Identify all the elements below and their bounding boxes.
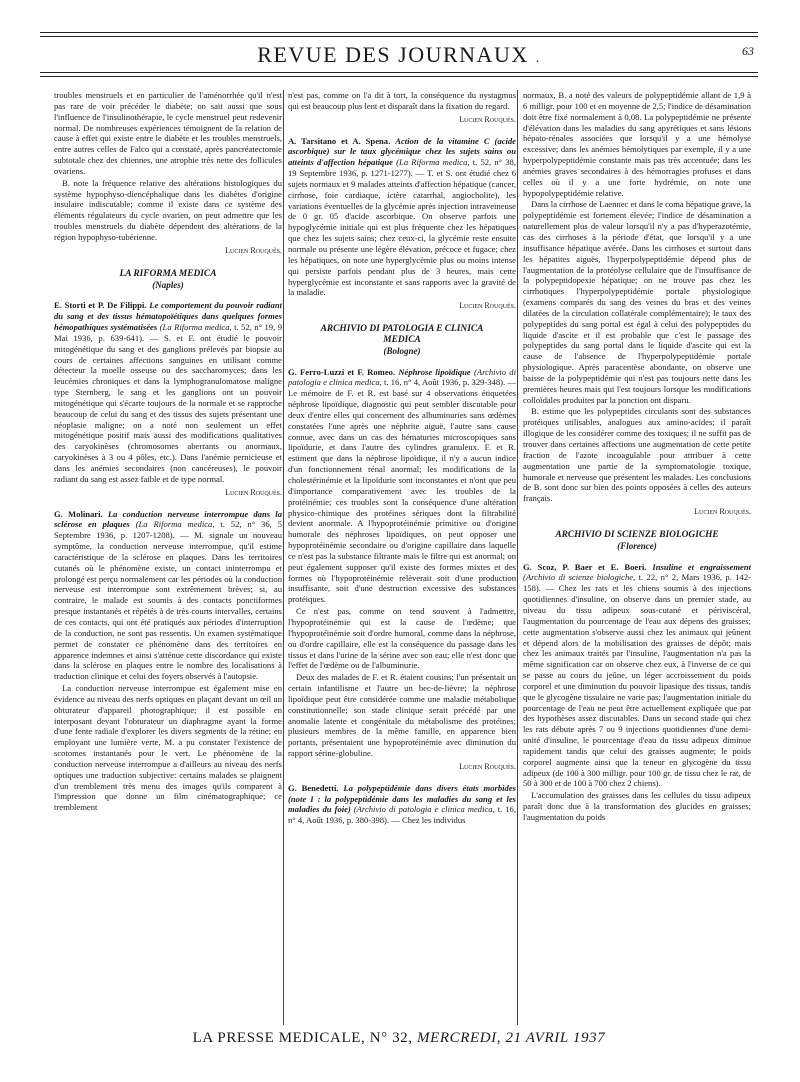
header-rule-thin xyxy=(40,76,758,77)
article-source: (Archivio di scienze biologiche, xyxy=(523,572,636,583)
page-footer xyxy=(40,1030,758,1047)
top-rule xyxy=(40,32,758,33)
article-tarsitano xyxy=(288,136,516,313)
article-reference: t. 52, n° 19, 9 Mai 1936, p. 639-641). xyxy=(54,322,282,343)
article-authors: G. Scoz, P. Baer et E. Boeri. xyxy=(523,561,647,572)
article-title: Action de la vitamine C (acide ascorbique) sur le taux glycémique chez les sujets sains ou atteints d'affection hépatique xyxy=(288,135,516,168)
article-storti xyxy=(54,300,282,498)
author-signature: Lucien Rouquès. xyxy=(225,245,282,255)
paragraph: Dans la cirrhose de Laennec et dans le coma hépatique grave, la polypeptidémie est fortement élevée; l'indice de désamination a naturellement plus de valeur lorsqu'il n'y a pas d'hyperazotémie, cas des cirrhoses à la période d'état, que lorsqu'il y a une insuffisance hépatique avérée. Dans les cirrhoses et surtout dans les hépatites aiguës, l'hyperpolypeptidémie dépend plus de l'augmentation de la protéolyse cellulaire que de l'insuffisance de la polypeptidopexie hépatique; on ne trouve pas chez les cirrhotiques l'hyperpolypeptidémie portale physiologique (examens comparés du sang des veines du bras et des veines dilatées de la circulation collatérale complémentaire); le taux des polypeptides du sang portal est égal à celui des polypeptides du liquide d'ascite et il est probable que c'est le passage des polypeptides du sang portal dans le liquide d'ascite qui est la cause de l'absence de l'hyperpolypeptidémie portale physiologique. Après paracentèse abondante, on observe une baisse de la polypeptidémie qui n'est pas toujours nette dans les premières heures mais qui l'est toujours lorsque les modifications colloïdales produites par la ponction ont disparu. xyxy=(523,199,751,405)
article-title: Néphrose lipoïdique xyxy=(398,366,471,377)
article-body: — Chez les rats et les chiens soumis à des injections quotidiennes d'insuline, on observe dans un premier stade, au niveau du tissu adipeux sous-cutané et périviscéral, l'augmentation du pourcentage de l'eau aux dépens des graisses; cette augmentation s'observe aussi chez les animaux qui jeûnent et dépend alors de la mobilisation des graisses de dépôt; mais chez les animaux traités par l'insuline, l'augmentation n'a pas la même signification car on observe chez eux, à l'inverse de ce qui se passe au cours du jeûne, un léger accroissement du poids corporel et une diminution du pouvoir lipasique des tissus, tandis que le glycogène tissulaire ne varie pas; l'augmentation initiale du pourcentage de l'eau ne peut être actuellement expliquée que par des hypothèses assez discutables. Dans un second stade qui chez les rats débute après 7 ou 9 injections quotidiennes d'une demi-unité d'insuline, le pourcentage d'eau du tissu adipeux diminue rapidement tandis que celui des graisses augmente; le poids corporel augmente ainsi que la teneur en glycogène du tissu adipeux (de 100 à 300 milligr. pour 100 gr. de tissu chez le rat, de 50 à 300 et de 100 à 700 chez 2 chiens). xyxy=(523,583,751,789)
journal-title xyxy=(40,42,758,68)
section-subtitle: (Bologne) xyxy=(383,345,421,356)
article-body: — S. et F. ont étudié le pouvoir mitogénétique du sang et des ganglions prélevés par biopsie au cours de certaines affections sanguines en utilisant comme détecteur la moelle osseuse ou des saccharomyces; dans les leucémies chroniques et dans la lymphogranulomatose maligne type Sternberg, le sang et les ganglions ont un pouvoir mitogénétique qui s'écarte toujours de la normale et se rapproche beaucoup de celui du sang et des tissus des sujets présentant une néoplasie maligne; on a noté non seulement un effet mitogénétique positif mais aussi des modifications qualitatives des caryokinèses (chromosomes aberrants ou anormaux, caryokinèses à 3 ou 4 pôles, etc.). Dans l'anémie pernicieuse et dans les anémies secondaires (non cancéreuses), le pouvoir radiant du sang est assez faible et de type normal. xyxy=(54,332,282,484)
section-title: LA RIFORMA MEDICA xyxy=(119,268,217,279)
paragraph: Ce n'est pas, comme on tend souvent à l'admettre, l'hypoprotéinémie qui est la cause de l'œdème; que l'hypoprotéinémie soit d'ordre humoral, comme dans la néphrose, ou d'ordre capillaire, elle est la conséquence du passage dans les tissus et dans l'urine de la sérine avec son eau; elle n'est donc que l'effet de l'œdème ou de l'albuminurie. xyxy=(288,606,516,671)
paragraph: Deux des malades de F. et R. étaient cousins; l'un présentait un certain infantilisme et l'autre un bec-de-lièvre; la néphrose lipoïdique peut être considérée comme une maladie métabolique constitutionnelle; son stade clinique serait précédé par une anomalie latente et congénitale du métabolisme des protéines; plusieurs membres de la même famille, en apparence bien portants, présentaient une hypoprotéinémie avec diminution du rapport sérine-globuline. xyxy=(288,672,516,759)
column-2 xyxy=(288,90,516,1025)
article-body: — M. signale un nouveau symptôme, la conduction nerveuse interrompue, qu'il estime caractéristique de la sclérose en plaques. Dans les territoires cutanés où le phénomène existe, un contact ininterrompu et prolongé est perçu normalement car les périodes où la conduction nerveuse est interrompue sont extrêmement brèves; si, au contraire, le malade est soumis à des contacts ponctiformes presque instantanés et répétés à de très courts intervalles, certains de ces contacts, qui ont été pratiqués aux périodes d'interruption de la conduction, ne sont pas ressentis. Un examen systématique permet de constater ce phénomène dans des territoires en apparence indemnes et ainsi s'atténue cette discordance qui existe dans la sclérose en plaques entre le nombre des localisations à traduction clinique et celui des foyers observés à l'autopsie. xyxy=(54,530,282,682)
article-authors: E. Storti et P. De Filippi. xyxy=(54,300,147,311)
article-molinari xyxy=(54,509,282,814)
column-1 xyxy=(54,90,282,1025)
article-authors: A. Tarsitano et A. Spena. xyxy=(288,135,391,146)
article-title: Le comportement du pouvoir radiant du sang et des tissus hématopoïétiques dans quelques formes hémopathiques systématisées xyxy=(54,300,282,333)
article-reference: t. 52, n° 38, 19 Septembre 1936, p. 1271-1277). xyxy=(288,157,516,179)
paragraph: normaux, B. a noté des valeurs de polypeptidémie allant de 1,9 à 6 milligr. pour 100 et en moyenne de 2,5; l'indice de désamination doit être fixé normalement à 0,08. La polypeptidémie ne présente d'élévation dans les maladies du sang apyrétiques et sans lésions hépato-rénales associées que lorsqu'il y a une hémolyse excessive; dans les anémies hémolytiques par exemple, il y a une hyperpolypeptidémie constante mais pas très accentuée; dans les anémies graves secondaires à des hémorragies profuses et dans celles où il y a une forte hydrémie, on note une hypopolypeptidémie relative. xyxy=(523,90,751,198)
article-reference: t. 16, n° 4, Août 1936, p. 329-348). xyxy=(384,377,506,388)
article-title: La conduction nerveuse interrompue dans la sclérose en plaques xyxy=(54,508,282,530)
page-number: 63 xyxy=(742,44,754,58)
article-title: La polypeptidémie dans divers états morbides (note I : la polypeptidémie dans les maladies du sang et les maladies du foie) xyxy=(288,782,516,815)
paragraph: B. note la fréquence relative des altérations histologiques du système hypophyso-diencéphalique dans les diabètes d'origine insulaire indiscutable; comme il existe dans ce système des éléments régulateurs du cycle ovarien, on peut admettre que les troubles menstruels du diabète dépendent des altérations de la région hypophyso-tubérienne. xyxy=(54,177,282,242)
top-rule-thin xyxy=(40,36,758,37)
paragraph: troubles menstruels et en particulier de l'aménorrhée qu'il n'est pas rare de voir précéder le diabète; on sait aussi que sous l'influence de l'insulinothérapie, le cycle menstruel peut redevenir normal. De nombreuses expériences témoignent de la relation de cause à effet qui existe entre le diabète et les troubles menstruels, entre autres celles de Falco qui a constaté, après pancréatectomie subtotale chez des chiennes, une atrophie très nette des follicules ovariens. xyxy=(54,90,282,176)
article-source: (Archivio di patologia e clinica medica, xyxy=(288,366,516,388)
footer-date: MERCREDI, 21 AVRIL 1937 xyxy=(417,1030,606,1046)
article-source: (La Riforma medica, xyxy=(135,519,215,530)
column-separator-1 xyxy=(283,90,284,1025)
author-signature: Lucien Rouquès. xyxy=(459,301,516,311)
page-header xyxy=(40,38,758,68)
footer-journal: LA PRESSE MEDICALE, xyxy=(192,1030,366,1046)
article-authors: G. Ferro-Luzzi et F. Romeo. xyxy=(288,366,396,377)
section-title: ARCHIVIO DI SCIENZE BIOLOGICHE xyxy=(555,529,719,540)
header-rule xyxy=(40,72,758,73)
article-authors: G. Molinari. xyxy=(54,508,103,519)
header-dot: . xyxy=(535,51,541,66)
paragraph: L'accumulation des graisses dans les cellules du tissu adipeux paraît donc due à la transformation des glucides en graisses; l'augmentation du poids xyxy=(523,790,751,822)
article-source: (La Riforma medica, xyxy=(396,157,470,168)
column-separator-2 xyxy=(517,90,518,1025)
author-signature: Lucien Rouquès. xyxy=(459,761,516,771)
footer-issue: N° 32, xyxy=(369,1030,413,1046)
article-source: (Archivio di patologia e clinica medica, xyxy=(353,804,495,815)
author-signature: Lucien Rouquès. xyxy=(459,114,516,124)
article-body: — T. et S. ont étudié chez 6 sujets normaux et 9 malades atteints d'affection hépatique (cancer, cirrhose, foie cardiaque, ictère catarrhal, angiocholite), les variations éventuelles de la glycémie après injection intraveineuse de 0 gr. 05 d'acide ascorbique. On observe parfois une hypoglycémie initiale qui est plus fréquente chez les hépatiques que chez les sujets sains; chez ceux-ci, la glycémie reste ensuite normale ou présente une légère élévation, précoce et fugace; chez les hépatiques, on note une hyperglycémie plus ou moins intense qui persiste parfois pendant plus de 3 heures, mais cette hyperglycémie est inconstante et sans rapports avec la gravité de la maladie. xyxy=(288,168,516,298)
article-scoz xyxy=(523,562,751,823)
journal-title-text: REVUE DES JOURNAUX xyxy=(257,42,529,67)
section-subtitle: (Florence) xyxy=(617,540,657,551)
article-body: — Chez les individus xyxy=(391,815,466,826)
article-reference: t. 16, n° 4, Août 1936, p. 380-398). xyxy=(288,804,516,826)
article-authors: G. Benedetti. xyxy=(288,782,339,793)
article-body: — Le mémoire de F. et R. est basé sur 4 observations étiquetées néphrose lipoïdique, diagnostic qui peut sembler discutable pour deux d'entre elles qui concernent des albuminuries sans œdèmes constatées l'une après une néphrite aiguë, l'autre sans cause connue, avec dans un cas des hématuries microscopiques sans lipoïdurie, et dans l'autre des cylindres granuleux. F. et R. estiment que dans la néphrose lipoïdique, il n'y a aucun indice d'un fonctionnement rénal anormal; les modifications de la cholestérinémie et la lipoïdurie sont inconstantes et n'ont que peu d'importance comparativement avec les troubles de la protéinémie; ces troubles sont la conséquence d'une altération physico-chimique des protéines sériques dont la filtrabilité devient anormale. A l'hypoprotéinémie primitive ou d'origine humorale des néphroses lipoïdiques, on peut opposer une hypoprotéinémie secondaire ou d'origine capillaire dans laquelle ce n'est pas la substance filtrante mais le filtre qui est anormal; on peut également supposer qu'il existe des formes mixtes et des formes où l'hypoprotéinémie relèverait soit d'une production insuffisante, soit d'une destruction excessive des substances protéiques. xyxy=(288,377,516,605)
article-title: Insuline et engraissement xyxy=(652,561,751,572)
column-3 xyxy=(523,90,751,1025)
paragraph: n'est pas, comme on l'a dit à tort, la conséquence du nystagmus qui est beaucoup plus lent et disparaît dans la fixation du regard. xyxy=(288,90,516,111)
author-signature: Lucien Rouquès. xyxy=(225,487,282,497)
paragraph: B. estime que les polypeptides circulants sont des substances protéiques utilisables, analogues aux amino-acides; il paraît illogique de les considérer comme des toxiques; il ne suffit pas de trouver dans certaines affections une augmentation de cette petite fraction de l'azote incoagulable pour attribuer à cette augmentation une partie de la symptomatologie toxique, humorale et nerveuse que présentent les malades. Les conclusions de B. sont donc sur bien des points opposées à celles des auteurs français. xyxy=(523,406,751,504)
article-reference: t. 52, n° 36, 5 Septembre 1936, p. 1207-1208). xyxy=(54,519,282,541)
author-signature: Lucien Rouquès. xyxy=(694,507,751,517)
paragraph: La conduction nerveuse interrompue est également mise en évidence au niveau des nerfs optiques en plaçant devant un œil un obturateur d'appareil photographique; il est possible en interposant devant l'obturateur un diaphragme ayant la forme d'une fente radiale d'explorer les divers segments de la rétine; en employant une lumière verte, M. a pu constater l'existence de scotomes instantanés pour le vert. Le phénomène de la conduction nerveuse interrompue a d'ailleurs au niveau des nerfs optiques une traduction subjective: certains malades se plaignent d'un tremblement très menu des images qu'ils comparent à l'impression que donne un film cinématographique; ce tremblement xyxy=(54,683,282,813)
article-ferro-luzzi xyxy=(288,367,516,773)
article-source: (La Riforma medica, xyxy=(159,322,232,333)
section-title: ARCHIVIO DI PATOLOGIA E CLINICA MEDICA xyxy=(320,324,484,345)
article-reference: t. 22, n° 2, Mars 1936, p. 142-158). xyxy=(523,572,751,594)
article-benedetti xyxy=(288,783,516,826)
section-subtitle: (Naples) xyxy=(152,279,184,290)
